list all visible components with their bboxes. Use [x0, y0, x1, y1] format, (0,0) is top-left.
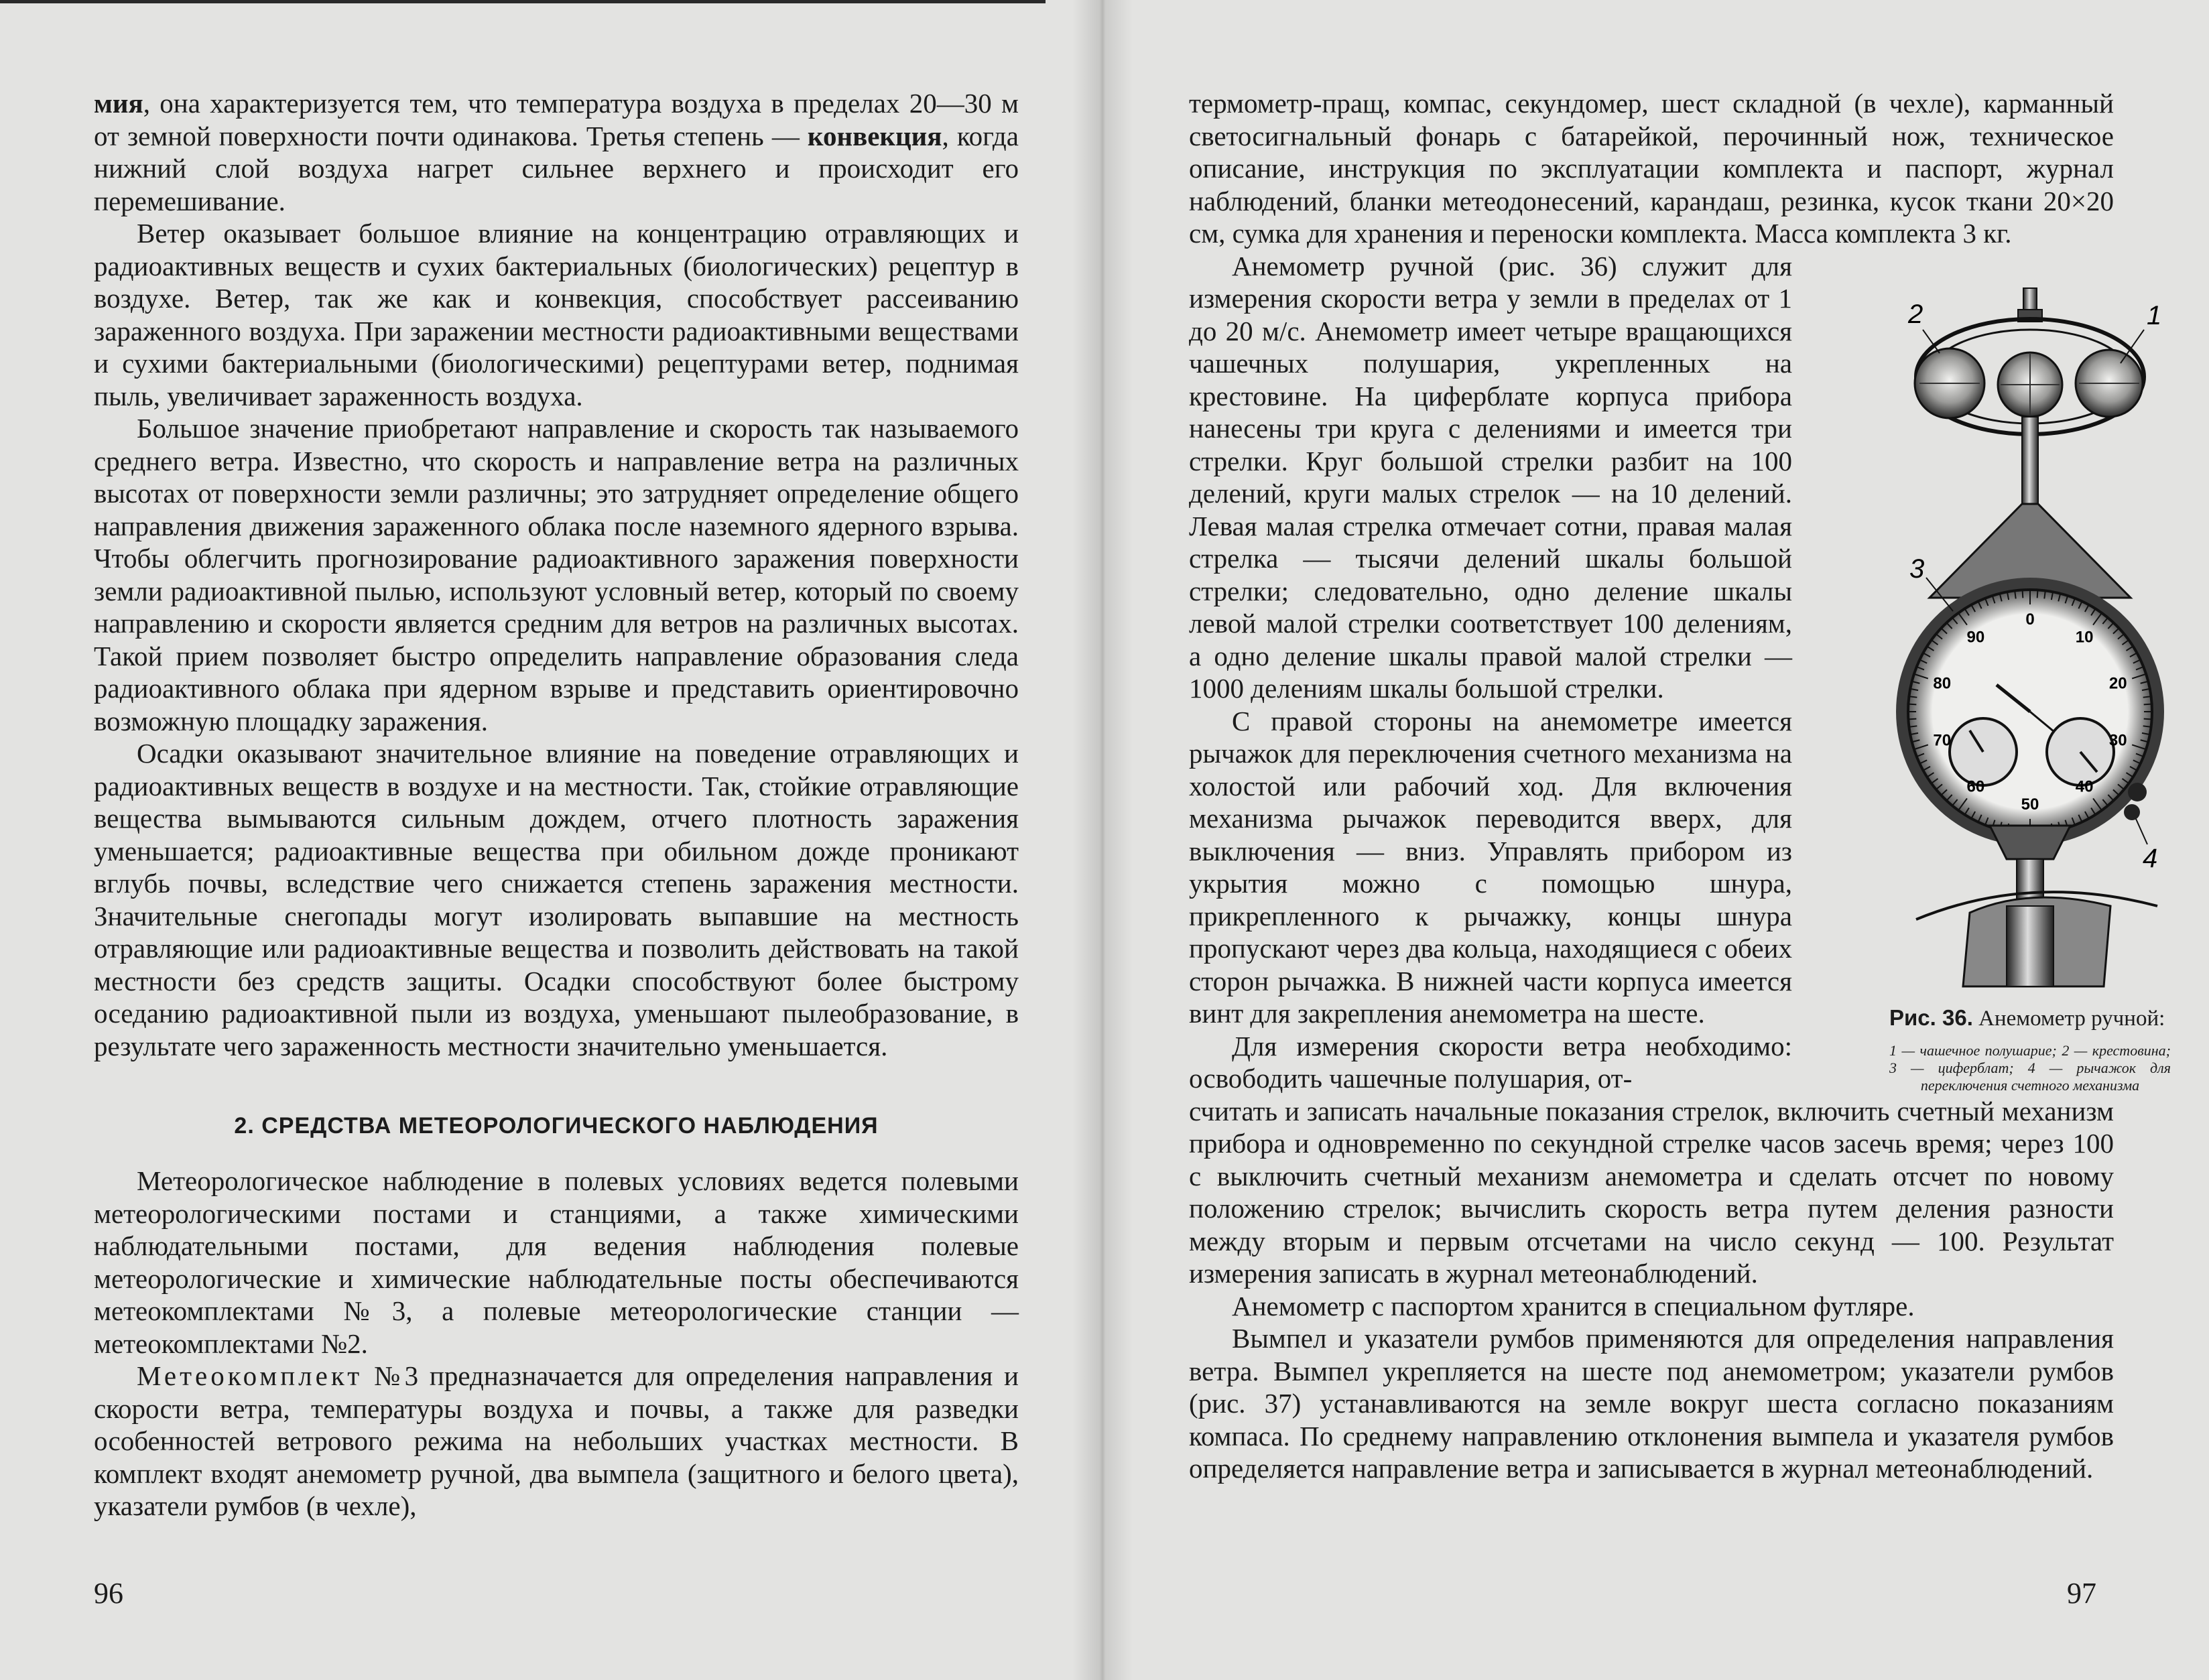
- dial-number: 80: [1933, 674, 1952, 693]
- paragraph: Метеорологическое наблюдение в полевых условиях ведется полевыми метеорологическими постами и станциями, а также химическими наблюдательными постами, для ведения наблюдения полевые метеорологические и химические наблюдательные посты обеспечиваются метеокомплектами №3, а полевые метеорологические станции — метеокомплектами №2.: [94, 1165, 1019, 1359]
- paragraph-text: №3 предназначается для определения направления и скорости ветра, температуры воздуха и почвы, а также для разведки особенностей ветрового режима на небольших участках местности. В комплект входят анемометр ручной, два вымпела (защитного и белого цвета), указатели румбов (в чехле),: [94, 1360, 1019, 1521]
- paragraph: Осадки оказывают значительное влияние на поведение отравляющих и радиоактивных веществ в воздухе и на местности. Так, стойкие отравляющие вещества вымываются сильным дождем, отчего плотность заражения уменьшается; радиоактивные вещества при обильном дожде проникают вглубь почвы, вследствие чего снижается степень заражения местности. Значительные снегопады могут изолировать выпавшие на местность отравляющие или радиоактивные вещества и позволить действовать на такой местности без средств защиты. Осадки способствуют более быстрому оседанию радиоактивной пыли из воздуха, уменьшают пылеобразование, в результате чего зараженность местности значительно уменьшается.: [94, 738, 1019, 1061]
- dial-number: 90: [1966, 628, 1985, 647]
- dial-tick: [1908, 719, 1916, 720]
- page-number: 96: [94, 1577, 123, 1610]
- book-gutter: [1072, 0, 1133, 1680]
- dial-tick: [2144, 719, 2152, 720]
- dial-tick: [1908, 704, 1916, 705]
- caption-text: Анемометр ручной:: [1972, 1007, 2165, 1031]
- figure-legend: 1 — чашечное полушарие; 2 — крестовина; 3 — циферблат; 4 — рычажок для переключения счетного механизма: [1889, 1042, 2171, 1094]
- paragraph: Вымпел и указатели румбов применяются для определения направления ветра. Вымпел укрепляется на шесте под анемометром; указатели румбов (рис. 37) устанавливаются на земле вокруг шеста согласно показаниям компаса. По среднему направлению отклонения вымпела и указателя румбов определяется направление ветра и записывается в журнал метеонаблюдений.: [1189, 1323, 2114, 1484]
- bold-term: конвекция: [807, 120, 942, 151]
- right-text-column: [1189, 87, 2171, 1485]
- anemometer-illustration: [1889, 283, 2171, 993]
- section-heading: 2. СРЕДСТВА МЕТЕОРОЛОГИЧЕСКОГО НАБЛЮДЕНИЯ: [234, 1113, 879, 1139]
- paragraph-text: , когда нижний слой воздуха нагрет сильнее верхнего и происходит его перемешивание.: [94, 120, 1019, 216]
- page-number: 97: [2067, 1577, 2096, 1610]
- dial-number: 60: [1966, 777, 1985, 796]
- page-edge: [0, 0, 1046, 3]
- left-text-column: [94, 87, 1019, 1523]
- paragraph: Большое значение приобретают направление и скорость так называемого среднего ветра. Известно, что скорость и направление ветра на различных высотах от поверхности земли различны; это затрудняет определение общего направления движения зараженного облака после наземного ядерного взрыва. Чтобы облегчить прогнозирование радиоактивного заражения поверхности земли радиоактивной пылью, используют условный ветер, который по своему направлению и скорости является средним для ветров на различных высотах. Такой прием позволяет быстро определить направление образования следа радиоактивного облака при ядерном взрыве и представить ориентировочно возможную площадку заражения.: [94, 413, 1019, 736]
- paragraph: считать и записать начальные показания стрелок, включить счетный механизм прибора и одновременно по секундной стрелке часов засечь время; через 100 с выключить счетный механизм анемометра и сделать отсчет по новому положению стрелок; вычислить скорость ветра путем деления разности между вторым и первым отсчетами на число секунд — 100. Результат измерения записать в журнал метеонаблюдений.: [1189, 1095, 2114, 1289]
- dial-number: 40: [2075, 777, 2094, 796]
- paragraph: Ветер оказывает большое влияние на концентрацию отравляющих и радиоактивных веществ и сухих бактериальных (биологических) рецептур в воздухе. Ветер, так же как и конвекция, способствует рассеиванию зараженного воздуха. При заражении местности радиоактивными веществами и сухими бактериальными (биологическими) рецептурами ветер, поднимая пыль, увеличивает зараженность воздуха.: [94, 218, 1019, 411]
- paragraph: [94, 1360, 1019, 1523]
- paragraph: Анемометр с паспортом хранится в специальном футляре.: [1232, 1290, 1915, 1321]
- left-page: [0, 0, 1099, 1680]
- paragraph: Анемометр ручной (рис. 36) служит для измерения скорости ветра у земли в пределах от 1 до 20 м/с. Анемометр имеет четыре вращающихся чашечных полушария, укрепленных на крестовине. На циферблате корпуса прибора нанесены три круга с делениями и имеется три стрелки. Круг большой стрелки разбит на 100 делений, круги малых стрелок — на 10 делений. Левая малая стрелка отмечает сотни, правая малая стрелка — тысячи делений шкалы большой стрелки; следовательно, одно деление шкалы левой малой стрелки соответствует 100 делениям, а одно деление шкалы правой малой стрелки — 1000 делениям шкалы большой стрелки.: [1189, 250, 1792, 704]
- dial-number: 30: [2108, 731, 2127, 750]
- dial-number: 70: [1933, 731, 1952, 750]
- callout-label: 2: [1908, 300, 1923, 329]
- figure-36: [1889, 283, 2171, 1094]
- term-spaced: Метеокомплект: [137, 1360, 363, 1391]
- dial-number: 0: [2025, 610, 2035, 629]
- callout-label: 1: [2147, 301, 2162, 330]
- right-page: [1099, 0, 2209, 1680]
- paragraph: [94, 87, 1019, 217]
- paragraph: С правой стороны на анемометре имеется рычажок для переключения счетного механизма на холостой или рабочий ход. Для включения механизма рычажок переводится вверх, для выключения — вниз. Управлять прибором из укрытия можно с помощью шнура, прикрепленного к рычажку, концы шнура пропускают через два кольца, находящиеся с обеих сторон рычажка. В нижней части корпуса имеется винт для закрепления анемометра на шесте.: [1189, 705, 1792, 1029]
- dial-tick: [2144, 704, 2152, 705]
- bold-term: мия: [94, 88, 143, 119]
- callout-label: 3: [1909, 554, 1925, 584]
- caption-label: Рис. 36.: [1889, 1005, 1973, 1030]
- figure-caption: [1889, 1005, 2171, 1031]
- dial-number: 50: [2021, 795, 2039, 814]
- paragraph-text: , она характеризуется тем, что температура воздуха в пределах 20—30 м от земной поверхности почти одинакова. Третья степень —: [94, 88, 1019, 151]
- dial-tick: [2037, 590, 2038, 598]
- paragraph: Для измерения скорости ветра необходимо: освободить чашечные полушария, от-: [1189, 1030, 1792, 1094]
- dial-number: 20: [2108, 674, 2127, 693]
- dial-number: 10: [2075, 628, 2094, 647]
- paragraph: термометр-пращ, компас, секундомер, шест складной (в чехле), карманный светосигнальный фонарь с батарейкой, перочинный нож, техническое описание, инструкция по эксплуатации комплекта и паспорт, журнал наблюдений, бланки метеодонесений, карандаш, резинка, кусок ткани 20×20 см, сумка для хранения и переноски комплекта. Масса комплекта 3 кг.: [1189, 88, 2114, 249]
- callout-label: 4: [2143, 844, 2158, 873]
